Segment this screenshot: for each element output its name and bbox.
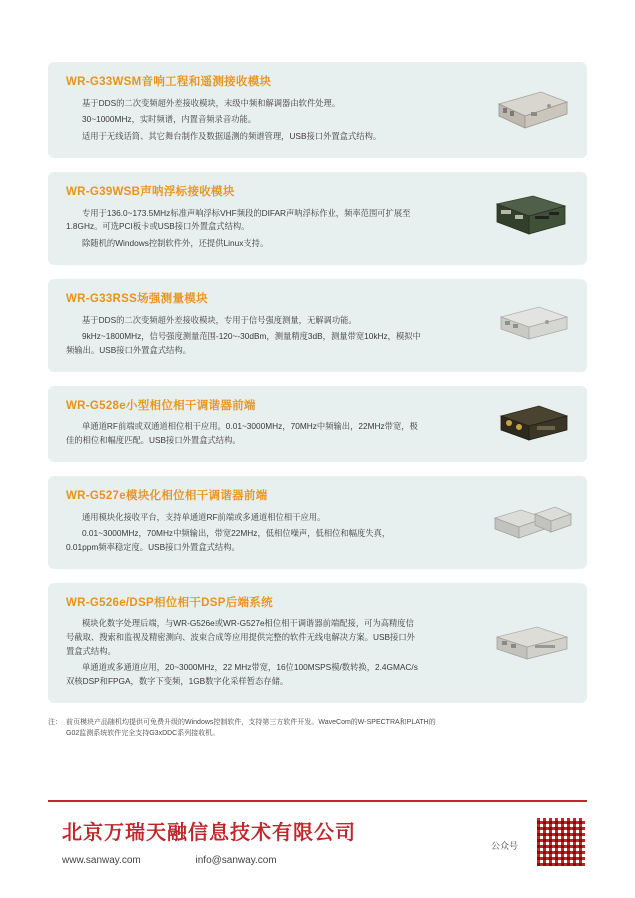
product-description [66,420,421,447]
product-line: 单通道或多通道应用，20~3000MHz，22 MHz带宽，16位100MSPS模/数转换，2.4GMAC/s双核DSP和FPGA，数字下变频，1GB数字化采样暂态存储。 [66,662,418,687]
website-link[interactable]: www.sanway.com [62,855,141,866]
product-title: WR-G33WSM音响工程和遥测接收模块 [66,76,272,88]
product-title: WR-G528e小型相位相干调谐器前端 [66,399,256,412]
product-line: 基于DDS的二次变频超外差接收模块，专用于信号强度测量，无解调功能。 [82,314,357,325]
product-line: 专用于136.0~173.5MHz标准声响浮标VHF频段的DIFAR声呐浮标作业，频率范围可扩展至1.8GHz。可选PCI板卡或USB接口外置盒式结构。 [66,207,411,232]
product-card [48,172,587,265]
product-card [48,583,587,703]
product-line: 模块化数字处理后端，与WR-G526e或WR-G527e相位相干调谐器前端配接，可为高精度信号截取、搜索和监视及精密测向、波束合成等应用提供完整的软件无线电解决方案。USB接口外置盒式结构。 [66,618,415,656]
product-card [48,279,587,372]
footer-divider [48,800,587,802]
product-image-module-green-pcb [487,190,573,246]
product-title: WR-G33RSS场强测量模块 [66,292,208,305]
qr-label: 公众号 [491,841,519,851]
product-line: 除随机的Windows控制软件外，还提供Linux支持。 [82,238,269,249]
company-name: 北京万瑞天融信息技术有限公司 [62,822,356,844]
qr-code-image [535,816,587,868]
footer [48,808,605,870]
qr-section [491,816,587,868]
footnote-line: G02监测系统软件完全支持G3xDDC系列接收机。 [66,730,220,738]
product-description [66,617,421,688]
product-line: 30~1000MHz，实时频谱，内置音频录音功能。 [82,114,257,125]
footnote [48,717,587,739]
product-line: 9kHz~1800MHz，信号强度测量范围-120~-30dBm，测量精度3dB，测量带宽10kHz，模拟中频输出。USB接口外置盒式结构。 [66,331,421,355]
product-title: WR-G39WSB声呐浮标接收模块 [66,185,235,198]
contact-row [62,855,605,866]
product-title: WR-G527e模块化相位相干调谐器前端 [66,489,268,502]
product-line: 0.01~3000MHz，70MHz中频输出，带宽22MHz，低相位噪声，低相位和幅度失真，0.01ppm频率稳定度。USB接口外置盒式结构。 [66,528,391,552]
product-line: 通用模块化接收平台，支持单通道RF前端或多通道相位相干应用。 [82,511,326,522]
email-link[interactable]: info@sanway.com [195,855,277,866]
product-card [48,62,587,158]
product-image-module-silver-box [487,297,573,353]
product-card [48,386,587,462]
product-description [66,207,421,251]
product-line: 基于DDS的二次变频超外差接收模块，末级中频和解调器由软件处理。 [82,97,341,108]
product-title: WR-G526e/DSP相位相干DSP后端系统 [66,596,273,609]
product-line: 适用于无线话筒、其它舞台制作及数据遥测的频谱管理，USB接口外置盒式结构。 [82,131,382,142]
product-description [66,511,421,555]
product-image-module-grey-long [487,615,573,671]
product-card [48,476,587,569]
product-line: 单通道RF前端或双通道相位相干应用。0.01~3000MHz，70MHz中频输出，22MHz带宽，极佳的相位和幅度匹配。USB接口外置盒式结构。 [66,421,418,446]
product-image-module-grey-box [487,82,573,138]
footnote-text [66,717,436,739]
product-image-module-stack-silver [487,494,573,550]
footnote-label: 注： [48,718,62,726]
product-description [66,97,421,144]
footnote-line: 前页模块产品随机均提供可免费升级的Windows控制软件，支持第三方软件开发。WaveCom的W-SPECTRA和PLATH的 [66,718,436,726]
product-description [66,314,421,358]
product-image-module-dark-box [487,396,573,452]
